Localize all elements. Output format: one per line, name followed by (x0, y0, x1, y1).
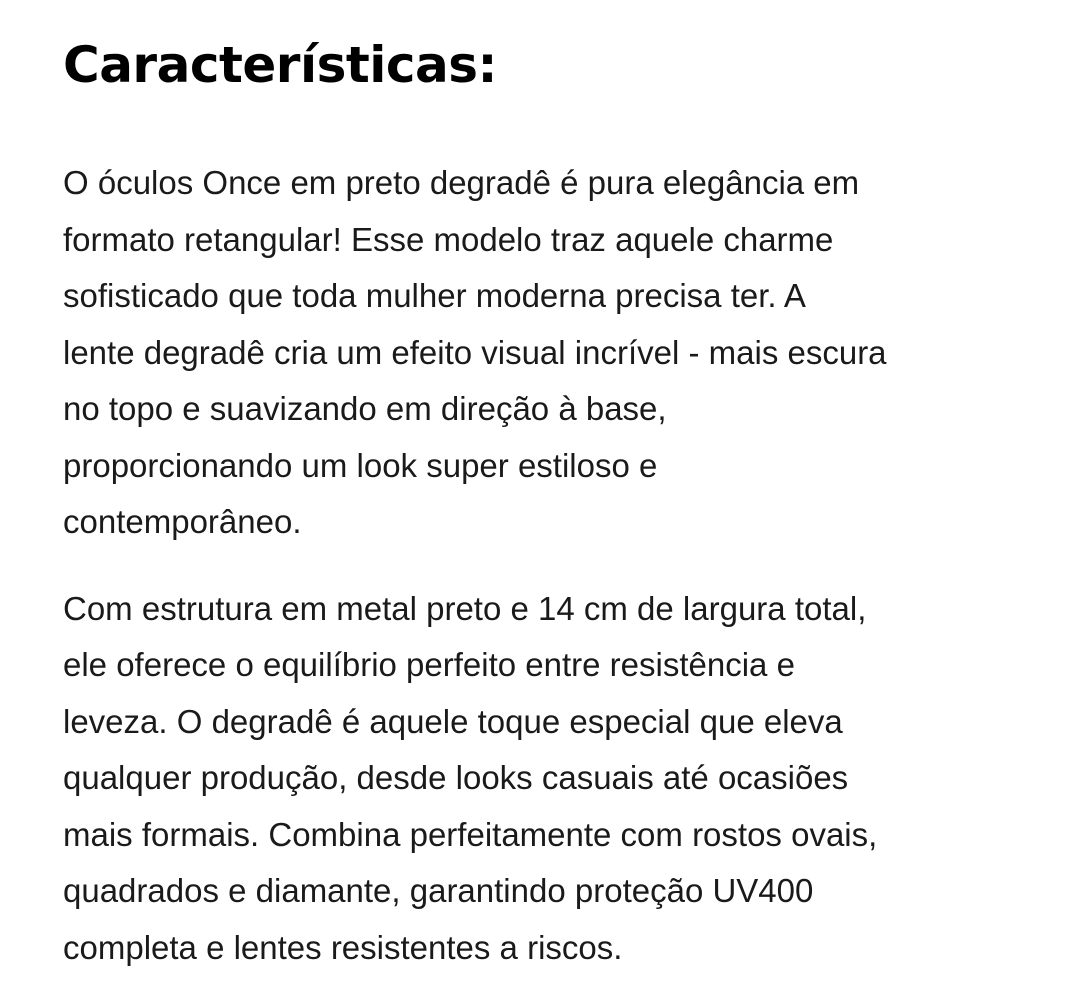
section-heading: Características: (63, 36, 498, 94)
description-paragraph-1: O óculos Once em preto degradê é pura elegância em formato retangular! Esse modelo traz aquele charme sofisticado que toda mulher moderna precisa ter. A lente degradê cria um efeito visual incrível - mais escura no topo e suavizando em direção à base, proporcionando um look super estiloso e contemporâneo. (63, 164, 887, 540)
description-paragraph-2: Com estrutura em metal preto e 14 cm de largura total, ele oferece o equilíbrio perfeito entre resistência e leveza. O degradê é aquele toque especial que eleva qualquer produção, desde looks casuais até ocasiões mais formais. Combina perfeitamente com rostos ovais, quadrados e diamante, garantindo proteção UV400 completa e lentes resistentes a riscos. (63, 589, 878, 966)
product-description (63, 26, 1023, 976)
